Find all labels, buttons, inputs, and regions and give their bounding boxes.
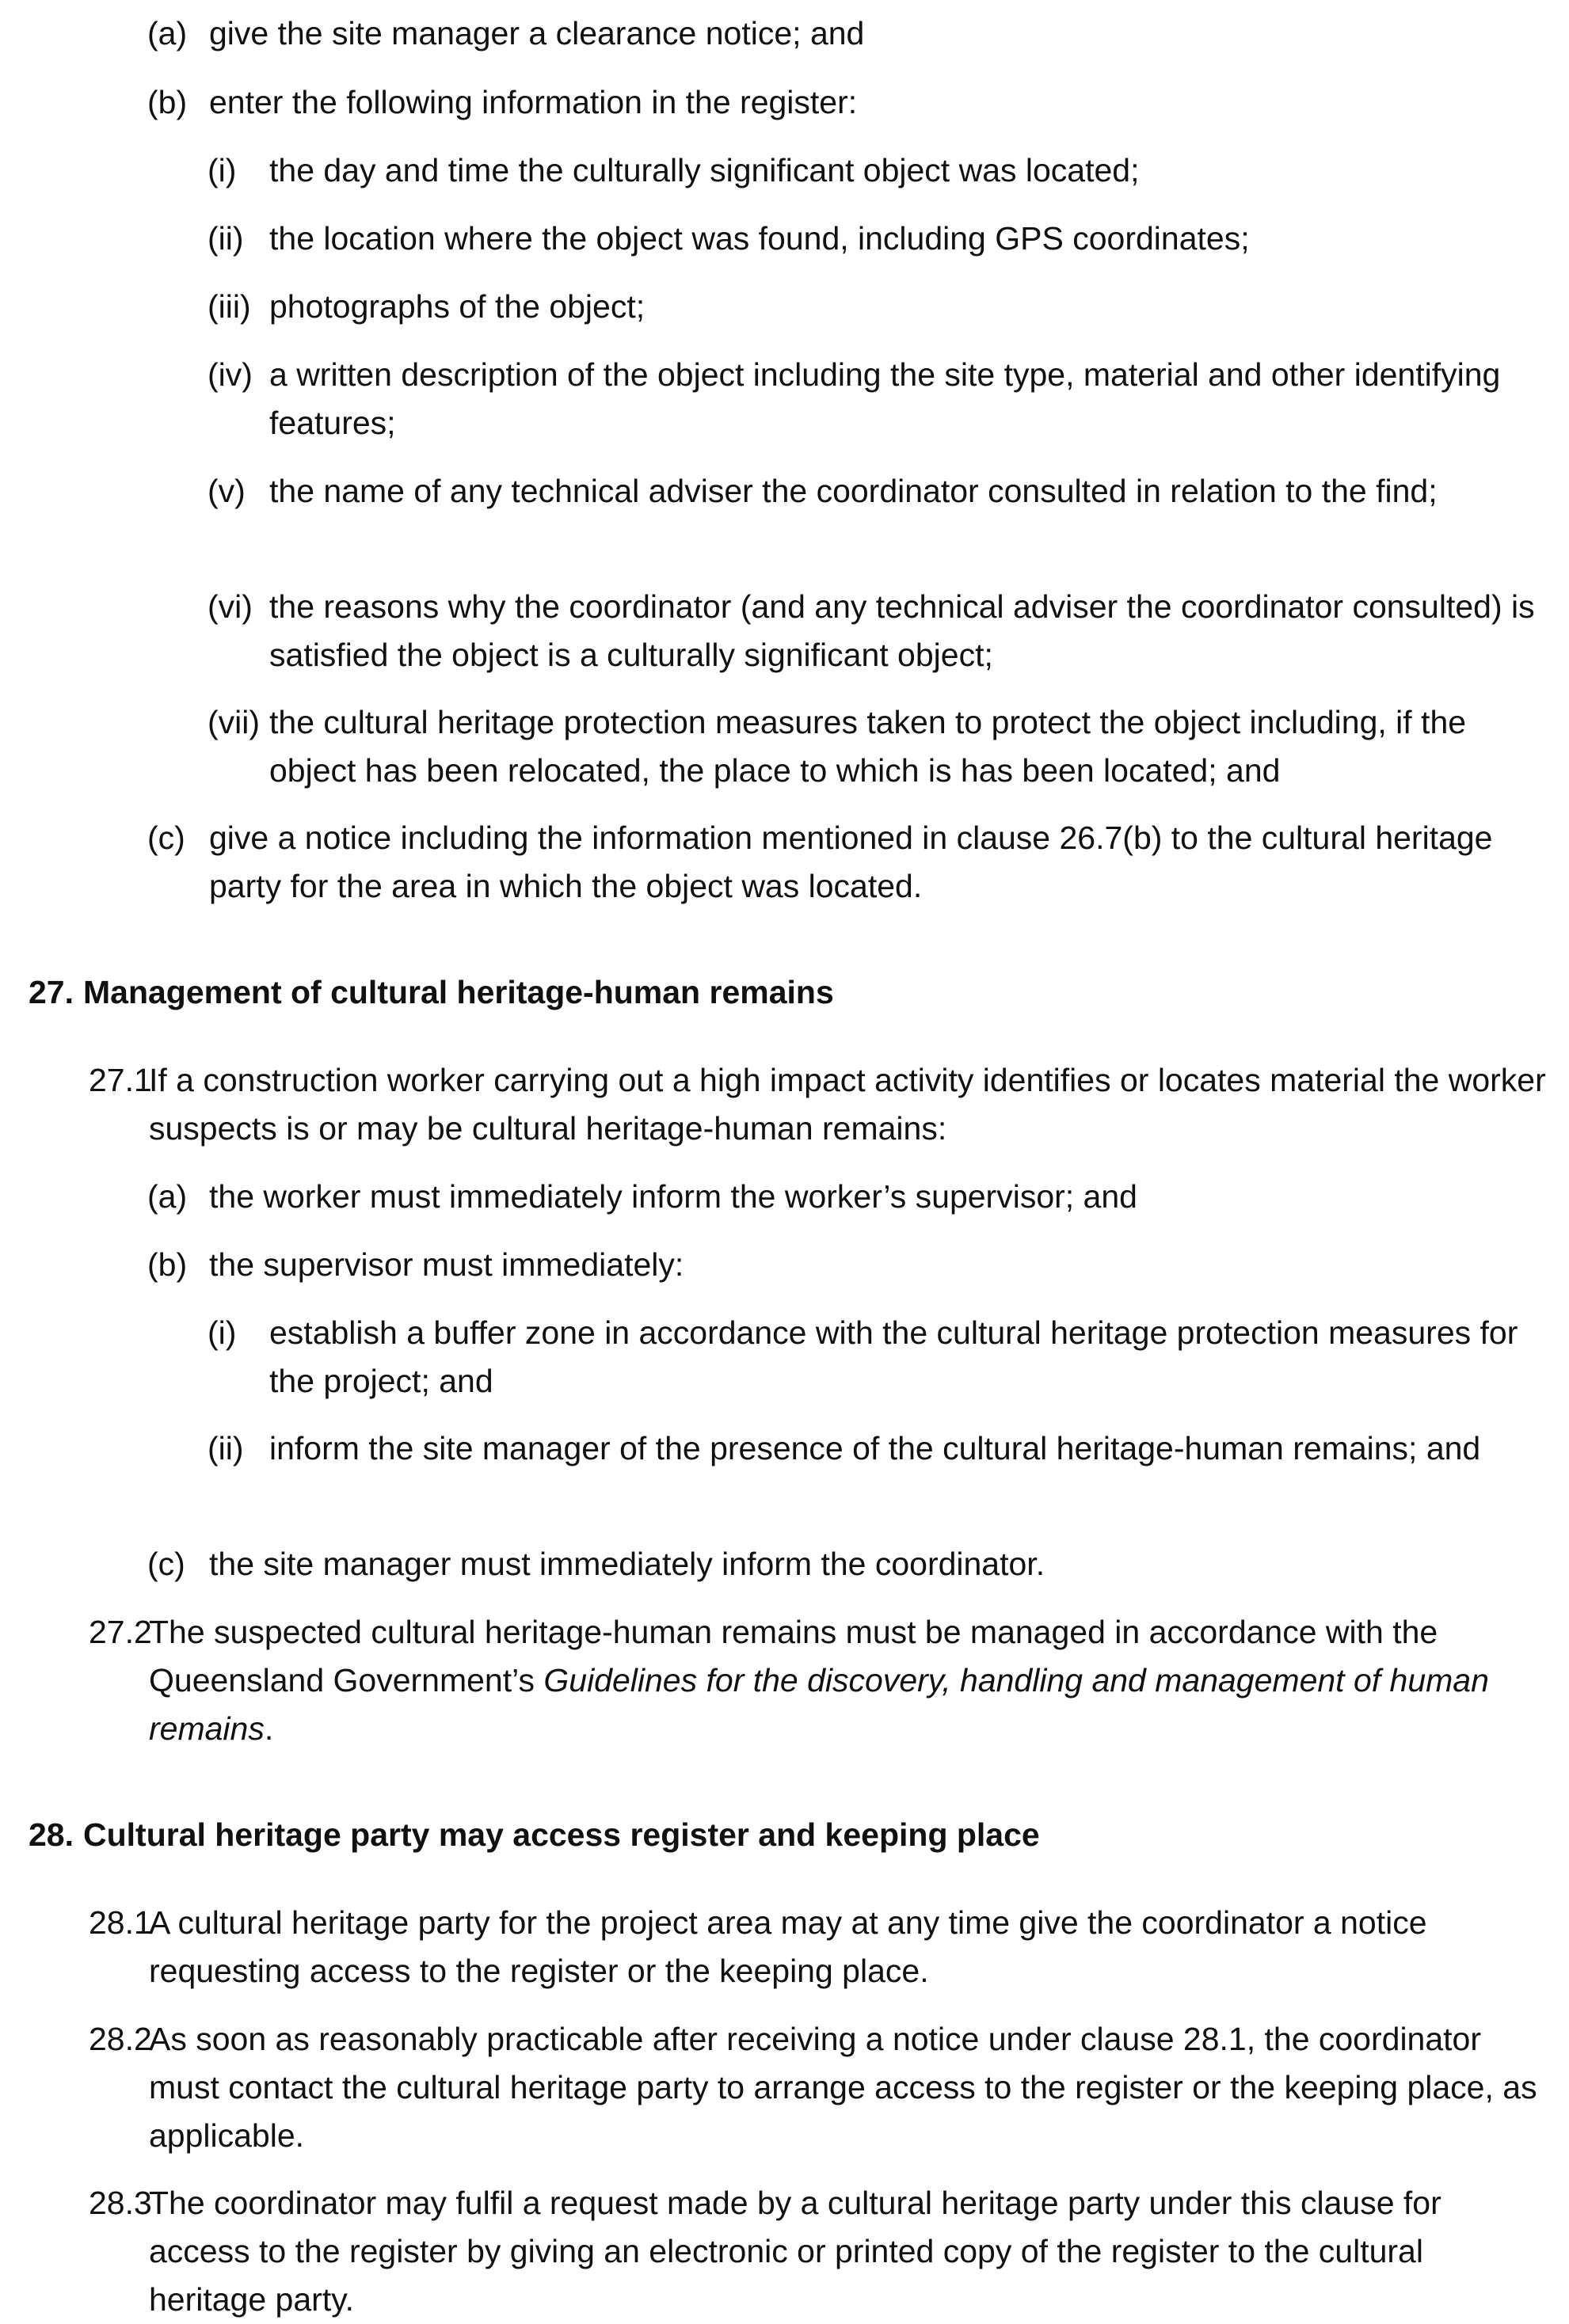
section-title: Management of cultural heritage-human remains	[83, 974, 834, 1010]
item-text: enter the following information in the register:	[209, 84, 858, 120]
list-item-a	[147, 10, 1541, 58]
item-label: (iv)	[208, 356, 253, 393]
list-item-c	[147, 1540, 1541, 1588]
list-item-c	[147, 814, 1541, 911]
sub-item-v	[208, 467, 1546, 515]
clause-text: As soon as reasonably practicable after receiving a notice under clause 28.1, the coordinator must contact the cultural heritage party to arrange access to the register or the keeping place, as applicable.	[149, 2021, 1537, 2154]
sub-item-iii	[208, 283, 1546, 331]
item-label: (a)	[147, 1178, 188, 1215]
clause-label: 27.1	[89, 1062, 152, 1098]
clause-label: 28.3	[89, 2185, 152, 2221]
list-item-b	[147, 78, 1541, 127]
section-number: 27.	[29, 974, 74, 1010]
clause-27-1	[89, 1056, 1546, 1153]
item-text: the cultural heritage protection measures taken to protect the object including, if the object has been relocated, the place to which is has been located; and	[269, 704, 1467, 789]
sub-item-vii	[208, 698, 1546, 795]
item-text: the location where the object was found, including GPS coordinates;	[269, 220, 1250, 257]
clause-label: 28.1	[89, 1904, 152, 1941]
list-item-a	[147, 1173, 1541, 1221]
item-text: give the site manager a clearance notice; and	[209, 15, 865, 51]
item-text: the worker must immediately inform the worker’s supervisor; and	[209, 1178, 1137, 1215]
clause-text: A cultural heritage party for the project area may at any time give the coordinator a notice requesting access to the register or the keeping place.	[149, 1904, 1427, 1989]
item-text: the site manager must immediately inform the coordinator.	[209, 1546, 1045, 1582]
guidelines-title: Guidelines for the discovery, handling and management of human remains	[149, 1662, 1489, 1747]
item-text: the supervisor must immediately:	[209, 1246, 684, 1283]
item-text: the reasons why the coordinator (and any technical adviser the coordinator consulted) is satisfied the object is a culturally significant object;	[269, 588, 1535, 673]
clause-28-2	[89, 2015, 1546, 2160]
clause-text-end: .	[264, 1710, 274, 1747]
sub-item-vi	[208, 583, 1546, 679]
clause-28-3	[89, 2179, 1546, 2324]
sub-item-i	[208, 1309, 1546, 1405]
sub-item-i	[208, 146, 1546, 195]
section-number: 28.	[29, 1816, 74, 1853]
clause-text: If a construction worker carrying out a high impact activity identifies or locates material the worker suspects is or may be cultural heritage-human remains:	[149, 1062, 1546, 1147]
item-label: (i)	[208, 1314, 237, 1351]
clause-label: 28.2	[89, 2021, 152, 2057]
item-label: (b)	[147, 1246, 188, 1283]
item-text: establish a buffer zone in accordance with the cultural heritage protection measures for the project; and	[269, 1314, 1518, 1399]
clause-label: 27.2	[89, 1614, 152, 1650]
item-text: the day and time the culturally significant object was located;	[269, 152, 1140, 188]
item-label: (i)	[208, 152, 237, 188]
sub-item-ii	[208, 1424, 1546, 1473]
section-28-heading	[29, 1811, 1040, 1859]
clause-27-2	[89, 1608, 1546, 1753]
item-label: (vi)	[208, 588, 253, 625]
item-label: (c)	[147, 820, 185, 856]
item-text: the name of any technical adviser the coordinator consulted in relation to the find;	[269, 473, 1438, 509]
sub-item-ii	[208, 215, 1546, 263]
section-27-heading	[29, 968, 834, 1017]
clause-text: The coordinator may fulfil a request made by a cultural heritage party under this clause for access to the register by giving an electronic or printed copy of the register to the cultural heritage party.	[149, 2185, 1441, 2318]
item-label: (ii)	[208, 220, 244, 257]
item-text: give a notice including the information mentioned in clause 26.7(b) to the cultural heritage party for the area in which the object was located.	[209, 820, 1493, 904]
clause-28-1	[89, 1899, 1546, 1995]
clause-text-start: The suspected cultural heritage-human remains must be managed in accordance with the Queensland Government’s	[149, 1614, 1438, 1698]
item-label: (iii)	[208, 288, 251, 325]
item-label: (v)	[208, 473, 246, 509]
item-label: (ii)	[208, 1430, 244, 1466]
item-label: (c)	[147, 1546, 185, 1582]
item-label: (vii)	[208, 704, 261, 740]
item-label: (a)	[147, 15, 188, 51]
item-label: (b)	[147, 84, 188, 120]
item-text: photographs of the object;	[269, 288, 645, 325]
clause-text	[149, 1608, 1546, 1753]
section-title: Cultural heritage party may access register and keeping place	[83, 1816, 1040, 1853]
item-text: inform the site manager of the presence of the cultural heritage-human remains; and	[269, 1430, 1481, 1466]
list-item-b	[147, 1241, 1541, 1289]
sub-item-iv	[208, 351, 1546, 447]
item-text: a written description of the object including the site type, material and other identifying features;	[269, 356, 1501, 441]
